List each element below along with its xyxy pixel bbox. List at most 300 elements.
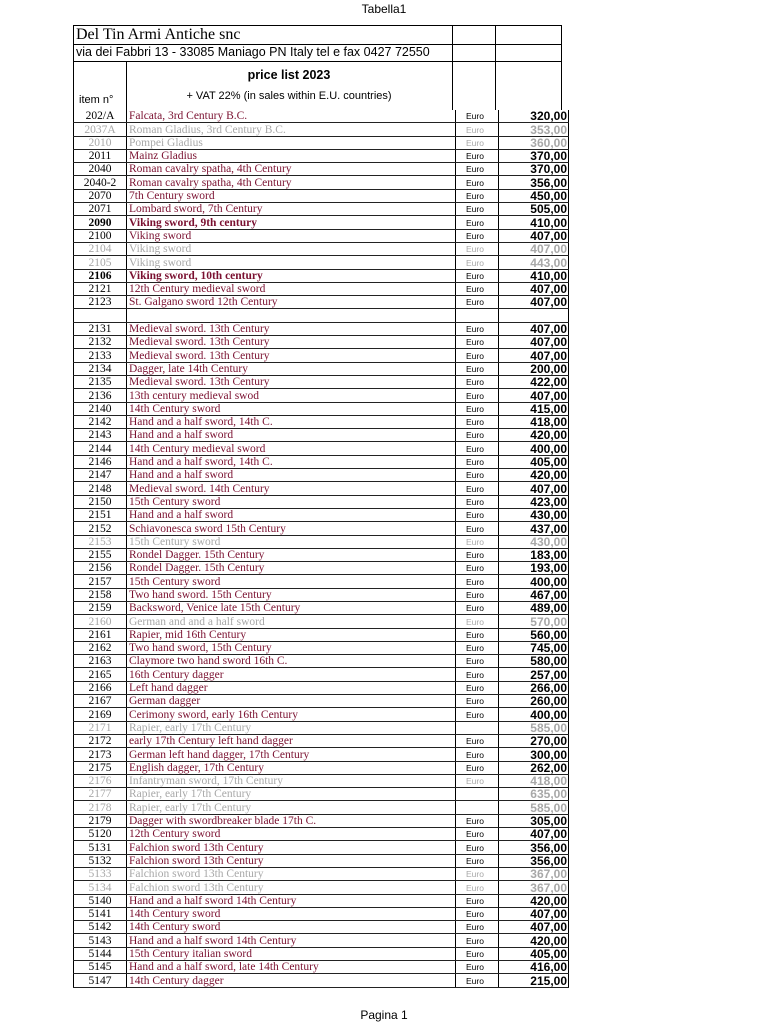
item-price: 262,00 <box>499 761 569 774</box>
currency: Euro <box>456 522 499 535</box>
item-description: Viking sword <box>127 256 456 269</box>
item-number: 2131 <box>74 322 127 335</box>
currency: Euro <box>456 575 499 588</box>
currency: Euro <box>456 442 499 455</box>
item-description: Viking sword, 10th century <box>127 269 456 282</box>
item-number: 2171 <box>74 721 127 734</box>
item-price: 193,00 <box>499 562 569 575</box>
table-row <box>74 721 569 734</box>
item-price: 420,00 <box>499 894 569 907</box>
item-number: 5131 <box>74 841 127 854</box>
currency: Euro <box>456 628 499 641</box>
currency: Euro <box>456 695 499 708</box>
item-number: 2011 <box>74 149 127 162</box>
currency: Euro <box>456 961 499 974</box>
item-number: 5120 <box>74 828 127 841</box>
item-description: Rapier, early 17th Century <box>127 788 456 801</box>
item-number: 2146 <box>74 455 127 468</box>
table-row <box>74 375 569 388</box>
table-row <box>74 242 569 255</box>
item-price: 745,00 <box>499 641 569 654</box>
item-price: 580,00 <box>499 655 569 668</box>
item-description: Medieval sword. 13th Century <box>127 322 456 335</box>
item-price: 400,00 <box>499 708 569 721</box>
item-number: 5140 <box>74 894 127 907</box>
item-price: 585,00 <box>499 801 569 814</box>
item-number: 2040-2 <box>74 176 127 189</box>
currency: Euro <box>456 495 499 508</box>
currency: Euro <box>456 123 499 136</box>
item-number: 5144 <box>74 947 127 960</box>
item-price: 410,00 <box>499 269 569 282</box>
table-row <box>74 801 569 814</box>
item-number: 2140 <box>74 402 127 415</box>
item-description: 15th Century sword <box>127 575 456 588</box>
table-row <box>74 322 569 335</box>
currency: Euro <box>456 322 499 335</box>
item-price: 415,00 <box>499 402 569 415</box>
item-number <box>74 309 127 322</box>
item-description: Schiavonesca sword 15th Century <box>127 522 456 535</box>
table-row <box>74 455 569 468</box>
currency: Euro <box>456 854 499 867</box>
currency: Euro <box>456 974 499 987</box>
item-number: 5143 <box>74 934 127 947</box>
item-description: 14th Century dagger <box>127 974 456 987</box>
item-description: German left hand dagger, 17th Century <box>127 748 456 761</box>
vat-note: + VAT 22% (in sales within E.U. countries) <box>186 90 392 102</box>
item-description: Falcata, 3rd Century B.C. <box>127 110 456 123</box>
item-price: 407,00 <box>499 282 569 295</box>
table-row <box>74 601 569 614</box>
item-price: 405,00 <box>499 947 569 960</box>
item-number: 2132 <box>74 336 127 349</box>
currency: Euro <box>456 415 499 428</box>
column-header-row <box>73 88 562 110</box>
item-description: 12th Century medieval sword <box>127 282 456 295</box>
currency: Euro <box>456 375 499 388</box>
table-row <box>74 442 569 455</box>
item-description: 14th Century sword <box>127 907 456 920</box>
currency: Euro <box>456 668 499 681</box>
item-price: 183,00 <box>499 548 569 561</box>
item-price: 356,00 <box>499 841 569 854</box>
item-number: 2155 <box>74 548 127 561</box>
item-description: Hand and a half sword <box>127 469 456 482</box>
item-price: 320,00 <box>499 110 569 123</box>
item-description: Hand and a half sword, 14th C. <box>127 415 456 428</box>
item-price: 437,00 <box>499 522 569 535</box>
currency: Euro <box>456 189 499 202</box>
table-row <box>74 641 569 654</box>
company-name: Del Tin Armi Antiche snc <box>76 26 241 43</box>
item-description: 7th Century sword <box>127 189 456 202</box>
item-description: 12th Century sword <box>127 828 456 841</box>
item-number: 2178 <box>74 801 127 814</box>
item-number: 2123 <box>74 296 127 309</box>
currency <box>456 788 499 801</box>
item-price: 407,00 <box>499 322 569 335</box>
table-row <box>74 482 569 495</box>
item-number: 2175 <box>74 761 127 774</box>
item-price: 443,00 <box>499 256 569 269</box>
currency: Euro <box>456 282 499 295</box>
item-number: 5147 <box>74 974 127 987</box>
table-row <box>74 163 569 176</box>
table-row <box>74 841 569 854</box>
table-row <box>74 469 569 482</box>
item-number: 2133 <box>74 349 127 362</box>
item-description: Rondel Dagger. 15th Century <box>127 562 456 575</box>
item-description: Viking sword, 9th century <box>127 216 456 229</box>
currency: Euro <box>456 761 499 774</box>
item-price: 407,00 <box>499 389 569 402</box>
price-list-title-row <box>73 61 562 88</box>
item-number: 2152 <box>74 522 127 535</box>
table-row <box>74 907 569 920</box>
item-description: German dagger <box>127 695 456 708</box>
currency: Euro <box>456 362 499 375</box>
item-description: Roman Gladius, 3rd Century B.C. <box>127 123 456 136</box>
item-number: 2165 <box>74 668 127 681</box>
item-price: 356,00 <box>499 854 569 867</box>
item-price: 505,00 <box>499 203 569 216</box>
table-row <box>74 123 569 136</box>
item-price: 418,00 <box>499 415 569 428</box>
item-number: 2172 <box>74 734 127 747</box>
item-number: 2090 <box>74 216 127 229</box>
item-description: Lombard sword, 7th Century <box>127 203 456 216</box>
item-number: 2173 <box>74 748 127 761</box>
item-number: 2143 <box>74 429 127 442</box>
currency: Euro <box>456 655 499 668</box>
table-row <box>74 216 569 229</box>
currency: Euro <box>456 828 499 841</box>
currency: Euro <box>456 562 499 575</box>
item-number: 2162 <box>74 641 127 654</box>
currency: Euro <box>456 229 499 242</box>
item-price: 423,00 <box>499 495 569 508</box>
item-price: 400,00 <box>499 575 569 588</box>
item-description: Viking sword <box>127 229 456 242</box>
page-footer: Pagina 1 <box>360 1008 408 1022</box>
item-number: 2166 <box>74 681 127 694</box>
item-number: 2100 <box>74 229 127 242</box>
currency: Euro <box>456 216 499 229</box>
item-price: 467,00 <box>499 588 569 601</box>
item-price: 410,00 <box>499 216 569 229</box>
item-number: 5141 <box>74 907 127 920</box>
item-description: Medieval sword. 13th Century <box>127 349 456 362</box>
item-number: 2161 <box>74 628 127 641</box>
item-price: 407,00 <box>499 336 569 349</box>
item-number: 2142 <box>74 415 127 428</box>
table-row <box>74 881 569 894</box>
item-price: 300,00 <box>499 748 569 761</box>
item-price: 407,00 <box>499 907 569 920</box>
item-price: 422,00 <box>499 375 569 388</box>
item-description: Roman cavalry spatha, 4th Century <box>127 163 456 176</box>
table-row <box>74 282 569 295</box>
item-description: 15th Century sword <box>127 535 456 548</box>
item-price: 416,00 <box>499 961 569 974</box>
item-number: 2179 <box>74 814 127 827</box>
currency: Euro <box>456 841 499 854</box>
table-row <box>74 894 569 907</box>
table-row <box>74 136 569 149</box>
item-price: 215,00 <box>499 974 569 987</box>
item-number: 2150 <box>74 495 127 508</box>
item-description: Hand and a half sword, 14th C. <box>127 455 456 468</box>
item-price: 450,00 <box>499 189 569 202</box>
item-number: 2156 <box>74 562 127 575</box>
table-row <box>74 269 569 282</box>
item-price: 430,00 <box>499 535 569 548</box>
item-number: 2010 <box>74 136 127 149</box>
currency: Euro <box>456 734 499 747</box>
item-number: 2177 <box>74 788 127 801</box>
item-price: 407,00 <box>499 296 569 309</box>
item-number: 2104 <box>74 242 127 255</box>
item-description: Backsword, Venice late 15th Century <box>127 601 456 614</box>
item-number: 2176 <box>74 774 127 787</box>
table-row <box>74 349 569 362</box>
table-row <box>74 748 569 761</box>
item-price: 260,00 <box>499 695 569 708</box>
item-description: Hand and a half sword 14th Century <box>127 894 456 907</box>
item-number: 5133 <box>74 867 127 880</box>
item-number: 5132 <box>74 854 127 867</box>
item-description: Falchion sword 13th Century <box>127 841 456 854</box>
table-row <box>74 402 569 415</box>
currency: Euro <box>456 242 499 255</box>
item-number: 2153 <box>74 535 127 548</box>
item-description: German and and a half sword <box>127 615 456 628</box>
item-description: Roman cavalry spatha, 4th Century <box>127 176 456 189</box>
table-row <box>74 681 569 694</box>
table-row <box>74 415 569 428</box>
item-number: 2135 <box>74 375 127 388</box>
item-number: 2147 <box>74 469 127 482</box>
item-description: St. Galgano sword 12th Century <box>127 296 456 309</box>
currency: Euro <box>456 907 499 920</box>
currency <box>456 801 499 814</box>
item-description: Falchion sword 13th Century <box>127 881 456 894</box>
currency: Euro <box>456 535 499 548</box>
item-price: 635,00 <box>499 788 569 801</box>
table-row <box>74 628 569 641</box>
table-row <box>74 974 569 987</box>
item-number: 2151 <box>74 508 127 521</box>
company-address: via dei Fabbri 13 - 33085 Maniago PN Italy tel e fax 0427 72550 <box>76 45 430 59</box>
item-number: 2160 <box>74 615 127 628</box>
item-price: 430,00 <box>499 508 569 521</box>
table-row <box>74 921 569 934</box>
currency: Euro <box>456 336 499 349</box>
currency: Euro <box>456 163 499 176</box>
table-row <box>74 149 569 162</box>
item-price: 407,00 <box>499 242 569 255</box>
currency: Euro <box>456 947 499 960</box>
currency: Euro <box>456 269 499 282</box>
table-row <box>74 562 569 575</box>
price-table <box>73 110 569 988</box>
currency: Euro <box>456 814 499 827</box>
currency: Euro <box>456 110 499 123</box>
table-row <box>74 615 569 628</box>
item-description: Falchion sword 13th Century <box>127 867 456 880</box>
item-number: 2167 <box>74 695 127 708</box>
item-number: 2121 <box>74 282 127 295</box>
currency: Euro <box>456 389 499 402</box>
item-price: 560,00 <box>499 628 569 641</box>
item-price: 420,00 <box>499 469 569 482</box>
currency: Euro <box>456 615 499 628</box>
item-description: Viking sword <box>127 242 456 255</box>
item-description: Medieval sword. 13th Century <box>127 375 456 388</box>
item-description: Two hand sword, 15th Century <box>127 641 456 654</box>
item-price: 353,00 <box>499 123 569 136</box>
table-row <box>74 535 569 548</box>
item-description: 14th Century medieval sword <box>127 442 456 455</box>
table-row <box>74 176 569 189</box>
item-price: 407,00 <box>499 921 569 934</box>
blank-row <box>74 309 569 322</box>
item-description: Left hand dagger <box>127 681 456 694</box>
price-list-title: price list 2023 <box>247 68 331 82</box>
table-row <box>74 429 569 442</box>
item-price: 367,00 <box>499 867 569 880</box>
table-row <box>74 947 569 960</box>
item-number: 2144 <box>74 442 127 455</box>
item-price <box>499 309 569 322</box>
table-row <box>74 189 569 202</box>
item-price: 407,00 <box>499 828 569 841</box>
item-description: Claymore two hand sword 16th C. <box>127 655 456 668</box>
currency: Euro <box>456 176 499 189</box>
currency: Euro <box>456 748 499 761</box>
currency: Euro <box>456 548 499 561</box>
sheet-title: Tabella1 <box>361 2 407 16</box>
currency <box>456 309 499 322</box>
table-row <box>74 788 569 801</box>
item-price: 200,00 <box>499 362 569 375</box>
item-description: Medieval sword. 13th Century <box>127 336 456 349</box>
table-row <box>74 734 569 747</box>
table-row <box>74 389 569 402</box>
table-row <box>74 655 569 668</box>
item-price: 420,00 <box>499 429 569 442</box>
item-number: 2169 <box>74 708 127 721</box>
currency: Euro <box>456 508 499 521</box>
item-price: 407,00 <box>499 482 569 495</box>
currency: Euro <box>456 641 499 654</box>
item-description: 15th Century italian sword <box>127 947 456 960</box>
table-row <box>74 814 569 827</box>
item-price: 360,00 <box>499 136 569 149</box>
currency: Euro <box>456 469 499 482</box>
table-row <box>74 828 569 841</box>
item-number: 2159 <box>74 601 127 614</box>
table-row <box>74 774 569 787</box>
table-row <box>74 854 569 867</box>
currency: Euro <box>456 149 499 162</box>
item-description: Pompei Gladius <box>127 136 456 149</box>
table-row <box>74 256 569 269</box>
company-row <box>73 25 562 44</box>
currency: Euro <box>456 203 499 216</box>
table-row <box>74 867 569 880</box>
table-row <box>74 522 569 535</box>
item-description: Hand and a half sword <box>127 508 456 521</box>
item-number: 2040 <box>74 163 127 176</box>
item-price: 489,00 <box>499 601 569 614</box>
item-price: 370,00 <box>499 149 569 162</box>
item-number: 2106 <box>74 269 127 282</box>
item-description: Rapier, early 17th Century <box>127 801 456 814</box>
item-price: 400,00 <box>499 442 569 455</box>
currency: Euro <box>456 256 499 269</box>
item-price: 418,00 <box>499 774 569 787</box>
item-description: Dagger, late 14th Century <box>127 362 456 375</box>
item-price: 270,00 <box>499 734 569 747</box>
item-price: 405,00 <box>499 455 569 468</box>
price-table-body <box>74 110 569 987</box>
item-number: 2070 <box>74 189 127 202</box>
item-description: 14th Century sword <box>127 921 456 934</box>
item-price: 266,00 <box>499 681 569 694</box>
currency: Euro <box>456 349 499 362</box>
item-number: 202/A <box>74 110 127 123</box>
item-description: Cerimony sword, early 16th Century <box>127 708 456 721</box>
item-price: 585,00 <box>499 721 569 734</box>
item-description: English dagger, 17th Century <box>127 761 456 774</box>
item-description: Rapier, early 17th Century <box>127 721 456 734</box>
item-description <box>127 309 456 322</box>
item-number: 5145 <box>74 961 127 974</box>
item-number: 2037A <box>74 123 127 136</box>
item-description: 15th Century sword <box>127 495 456 508</box>
table-row <box>74 961 569 974</box>
item-description: 13th century medieval swod <box>127 389 456 402</box>
item-number: 2071 <box>74 203 127 216</box>
table-row <box>74 708 569 721</box>
item-price: 420,00 <box>499 934 569 947</box>
currency: Euro <box>456 429 499 442</box>
item-description: Dagger with swordbreaker blade 17th C. <box>127 814 456 827</box>
currency <box>456 721 499 734</box>
table-row <box>74 336 569 349</box>
item-description: Hand and a half sword, late 14th Century <box>127 961 456 974</box>
item-description: Two hand sword. 15th Century <box>127 588 456 601</box>
item-number: 2105 <box>74 256 127 269</box>
currency: Euro <box>456 601 499 614</box>
table-row <box>74 495 569 508</box>
item-description: Hand and a half sword <box>127 429 456 442</box>
item-description: Rapier, mid 16th Century <box>127 628 456 641</box>
item-number: 2148 <box>74 482 127 495</box>
currency: Euro <box>456 482 499 495</box>
item-description: early 17th Century left hand dagger <box>127 734 456 747</box>
item-number: 2134 <box>74 362 127 375</box>
table-row <box>74 203 569 216</box>
item-number: 2136 <box>74 389 127 402</box>
item-number: 2158 <box>74 588 127 601</box>
currency: Euro <box>456 681 499 694</box>
currency: Euro <box>456 881 499 894</box>
item-number: 2157 <box>74 575 127 588</box>
item-description: Rondel Dagger. 15th Century <box>127 548 456 561</box>
